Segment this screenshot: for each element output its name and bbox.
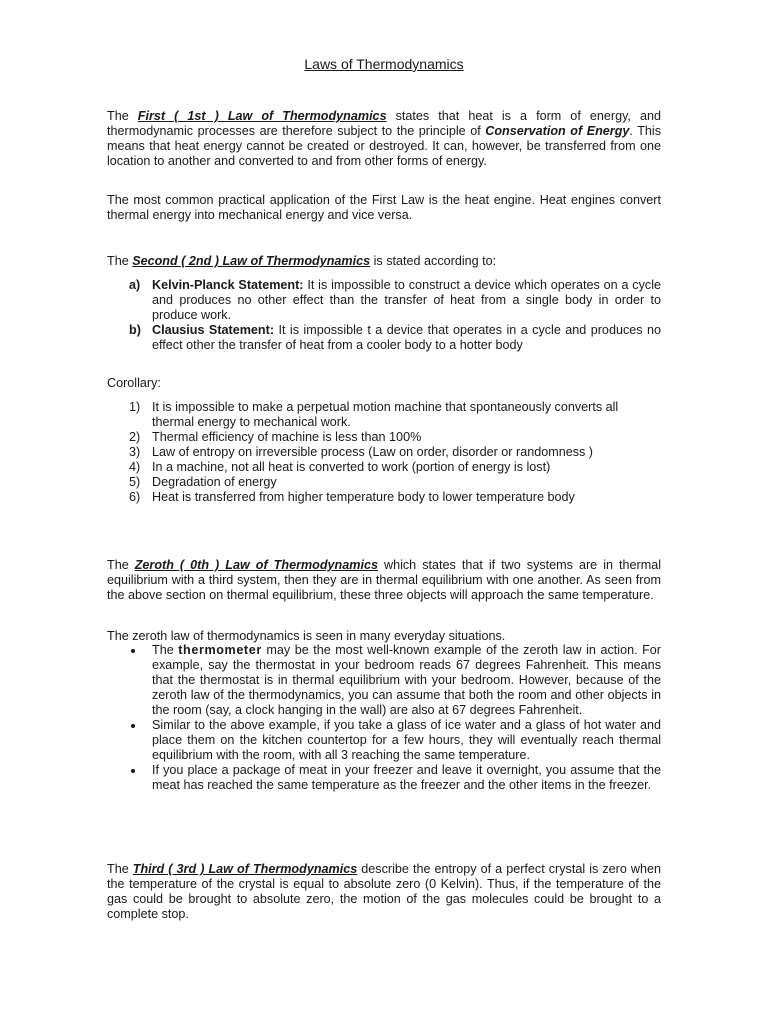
list-marker: 3) [129, 445, 141, 459]
first-law-application: The most common practical application of the First Law is the heat engine. Heat engines convert thermal energy into mechanical energy and vice versa. [107, 193, 661, 222]
list-marker: b) [129, 323, 141, 337]
list-item [107, 763, 661, 793]
list-item [107, 643, 661, 718]
bullet-icon [131, 769, 135, 773]
list-marker: a) [129, 278, 141, 292]
third-law-intro: The [107, 862, 133, 876]
list-marker: 1) [129, 400, 141, 414]
list-item-text: Law of entropy on irreversible process (Law on order, disorder or randomness ) [152, 445, 593, 459]
zeroth-law-examples [107, 643, 661, 793]
statement-text: It is impossible t a device that operates in a cycle and produces no effect other the transfer of heat from a cooler body to a hotter body [152, 323, 661, 352]
statement-label: Clausius Statement: [152, 323, 275, 337]
list-item [107, 445, 661, 460]
second-law-name: Second ( 2nd ) Law of Thermodynamics [132, 254, 371, 268]
list-marker: 6) [129, 490, 141, 504]
page-title: Laws of Thermodynamics [304, 56, 464, 72]
second-law-statements [107, 278, 661, 353]
third-law-paragraph [107, 862, 661, 922]
second-law-text: is stated according to: [370, 254, 497, 268]
statement-label: Kelvin-Planck Statement: [152, 278, 304, 292]
list-marker: 5) [129, 475, 141, 489]
list-item [107, 718, 661, 763]
corollary-list [107, 400, 661, 505]
thermometer-term: thermometer [178, 643, 262, 657]
third-law-text: describe the entropy of a perfect crystal is zero when the temperature of the crystal is equal to absolute zero (0 Kelvin). Thus, if the temperature of the gas could be brought to absolute zero, the motion of the gas molecules could be brought to a complete stop. [107, 862, 662, 921]
conservation-of-energy: Conservation of Energy [485, 124, 630, 138]
example-pre: The [152, 643, 179, 657]
list-item-text: It is impossible to make a perpetual motion machine that spontaneously converts all thermal energy to mechanical work. [152, 400, 619, 429]
third-law-name: Third ( 3rd ) Law of Thermodynamics [132, 862, 358, 876]
zeroth-law-paragraph [107, 558, 661, 603]
bullet-icon [131, 724, 135, 728]
statement-text: It is impossible to construct a device which operates on a cycle and produces no other effect than the transfer of heat from a single body in order to produce work. [152, 278, 662, 322]
list-item-text: In a machine, not all heat is converted to work (portion of energy is lost) [152, 460, 551, 474]
example-text: may be the most well-known example of the zeroth law in action. For example, say the thermostat in your bedroom reads 67 degrees Fahrenheit. This means that the thermostat is in thermal equilibrium with your bedroom. However, because of the zeroth law of the thermodynamics, you can assume that both the room and other objects in the room (say, a clock hanging in the wall) are also at 67 degrees Fahrenheit. [152, 643, 662, 717]
first-law-text-2: . This means that heat energy cannot be created or destroyed. It can, however, be transferred from one location to another and converted to and from other forms of energy. [107, 124, 662, 168]
list-marker: 2) [129, 430, 141, 444]
list-item [107, 430, 661, 445]
first-law-paragraph [107, 109, 661, 169]
example-text: If you place a package of meat in your freezer and leave it overnight, you assume that the meat has reached the same temperature as the freezer and the other items in the freezer. [152, 763, 661, 792]
kelvin-planck-statement [107, 278, 661, 323]
first-law-intro: The [107, 109, 138, 123]
first-law-name: First ( 1st ) Law of Thermodynamics [137, 109, 387, 123]
second-law-heading [107, 254, 661, 269]
list-item [107, 400, 661, 430]
list-marker: 4) [129, 460, 141, 474]
example-text: Similar to the above example, if you take a glass of ice water and a glass of hot water and place them on the kitchen countertop for a few hours, they will eventually reach thermal equilibrium with the room, with all 3 reaching the same temperature. [152, 718, 661, 762]
zeroth-law-name: Zeroth ( 0th ) Law of Thermodynamics [134, 558, 378, 572]
zeroth-law-text: which states that if two systems are in thermal equilibrium with a third system, then they are in thermal equilibrium with one another. As seen from the above section on thermal equilibrium, these three objects will approach the same temperature. [107, 558, 662, 602]
list-item-text: Degradation of energy [152, 475, 277, 489]
corollary-label: Corollary: [107, 376, 161, 390]
list-item-text: Thermal efficiency of machine is less than 100% [152, 430, 422, 444]
list-item [107, 490, 661, 505]
clausius-statement [107, 323, 661, 353]
first-law-text-1: states that heat is a form of energy, and thermodynamic processes are therefore subject to the principle of [107, 109, 661, 138]
second-law-intro: The [107, 254, 133, 268]
bullet-icon [131, 649, 135, 653]
zeroth-law-intro: The [107, 558, 135, 572]
list-item-text: Heat is transferred from higher temperature body to lower temperature body [152, 490, 575, 504]
zeroth-law-everyday: The zeroth law of thermodynamics is seen in many everyday situations. [107, 629, 506, 643]
list-item [107, 460, 661, 475]
list-item [107, 475, 661, 490]
